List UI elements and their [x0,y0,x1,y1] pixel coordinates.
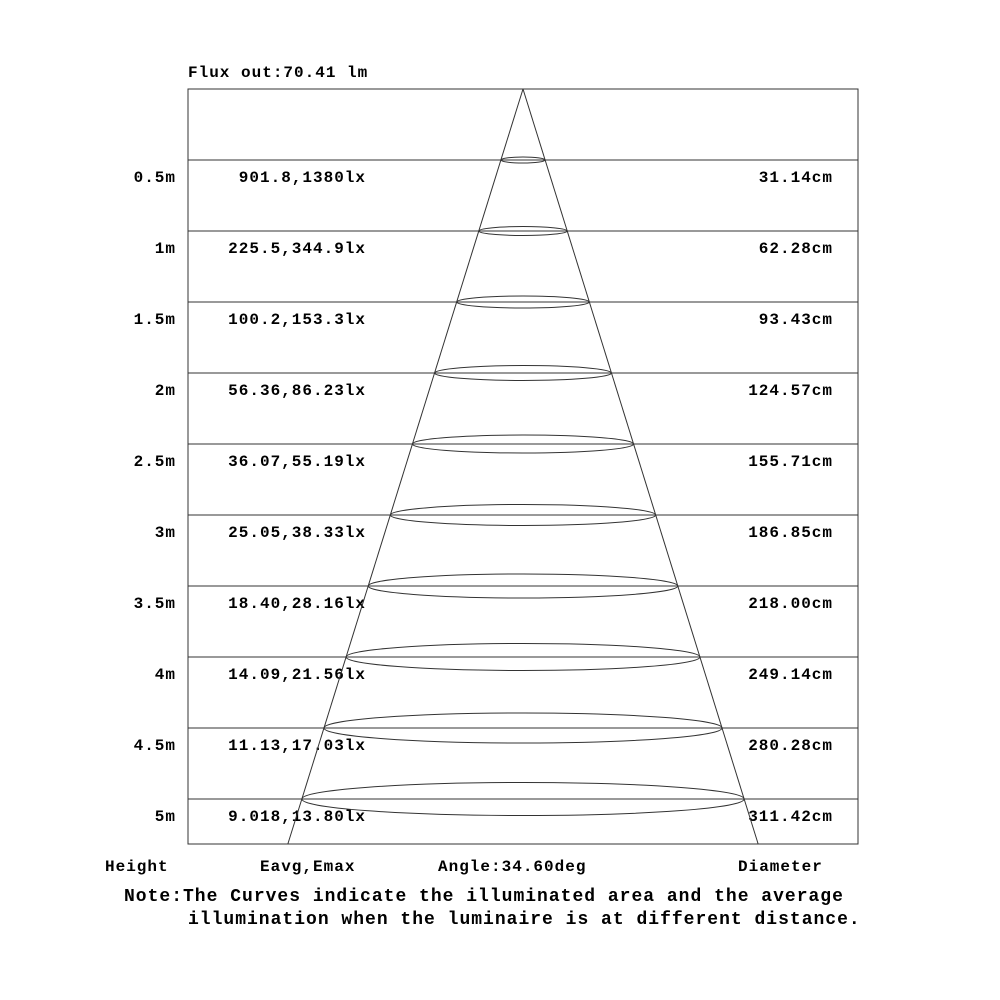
height-value: 2.5m [133,453,176,471]
illuminance-value: 14.09,21.56lx [228,666,366,684]
flux-out-label: Flux out:70.41 lm [188,64,369,82]
height-value: 3.5m [133,595,176,613]
diameter-value: 155.71cm [748,453,833,471]
diameter-value: 249.14cm [748,666,833,684]
diameter-column-label: Diameter [738,858,823,876]
diameter-value: 311.42cm [748,808,833,826]
diameter-value: 124.57cm [748,382,833,400]
diameter-value: 280.28cm [748,737,833,755]
height-value: 0.5m [133,169,176,187]
height-value: 4m [154,666,176,684]
height-column-label: Height [105,858,169,876]
illuminance-value: 56.36,86.23lx [228,382,366,400]
diameter-value: 186.85cm [748,524,833,542]
beam-angle-label: Angle:34.60deg [438,858,587,876]
diameter-value: 93.43cm [758,311,833,329]
diameter-value: 31.14cm [758,169,833,187]
illuminance-value: 100.2,153.3lx [228,311,366,329]
height-value: 2m [154,382,176,400]
note-line-2: illumination when the luminaire is at different distance. [188,910,861,930]
illuminance-value: 11.13,17.03lx [228,737,366,755]
eavg-emax-column-label: Eavg,Emax [260,858,356,876]
diameter-value: 218.00cm [748,595,833,613]
illuminance-value: 901.8,1380lx [238,169,366,187]
illuminance-value: 9.018,13.80lx [228,808,366,826]
note-line-1: Note:The Curves indicate the illuminated area and the average [124,887,844,907]
rows-layer [134,160,858,826]
height-value: 1m [154,240,176,258]
height-value: 5m [154,808,176,826]
illuminance-value: 36.07,55.19lx [228,453,366,471]
height-value: 3m [154,524,176,542]
diameter-value: 62.28cm [758,240,833,258]
illuminance-value: 25.05,38.33lx [228,524,366,542]
beam-edge-right [523,89,758,844]
height-value: 4.5m [133,737,176,755]
illuminance-value: 18.40,28.16lx [228,595,366,613]
illuminance-value: 225.5,344.9lx [228,240,366,258]
height-value: 1.5m [133,311,176,329]
note-text [124,886,861,932]
